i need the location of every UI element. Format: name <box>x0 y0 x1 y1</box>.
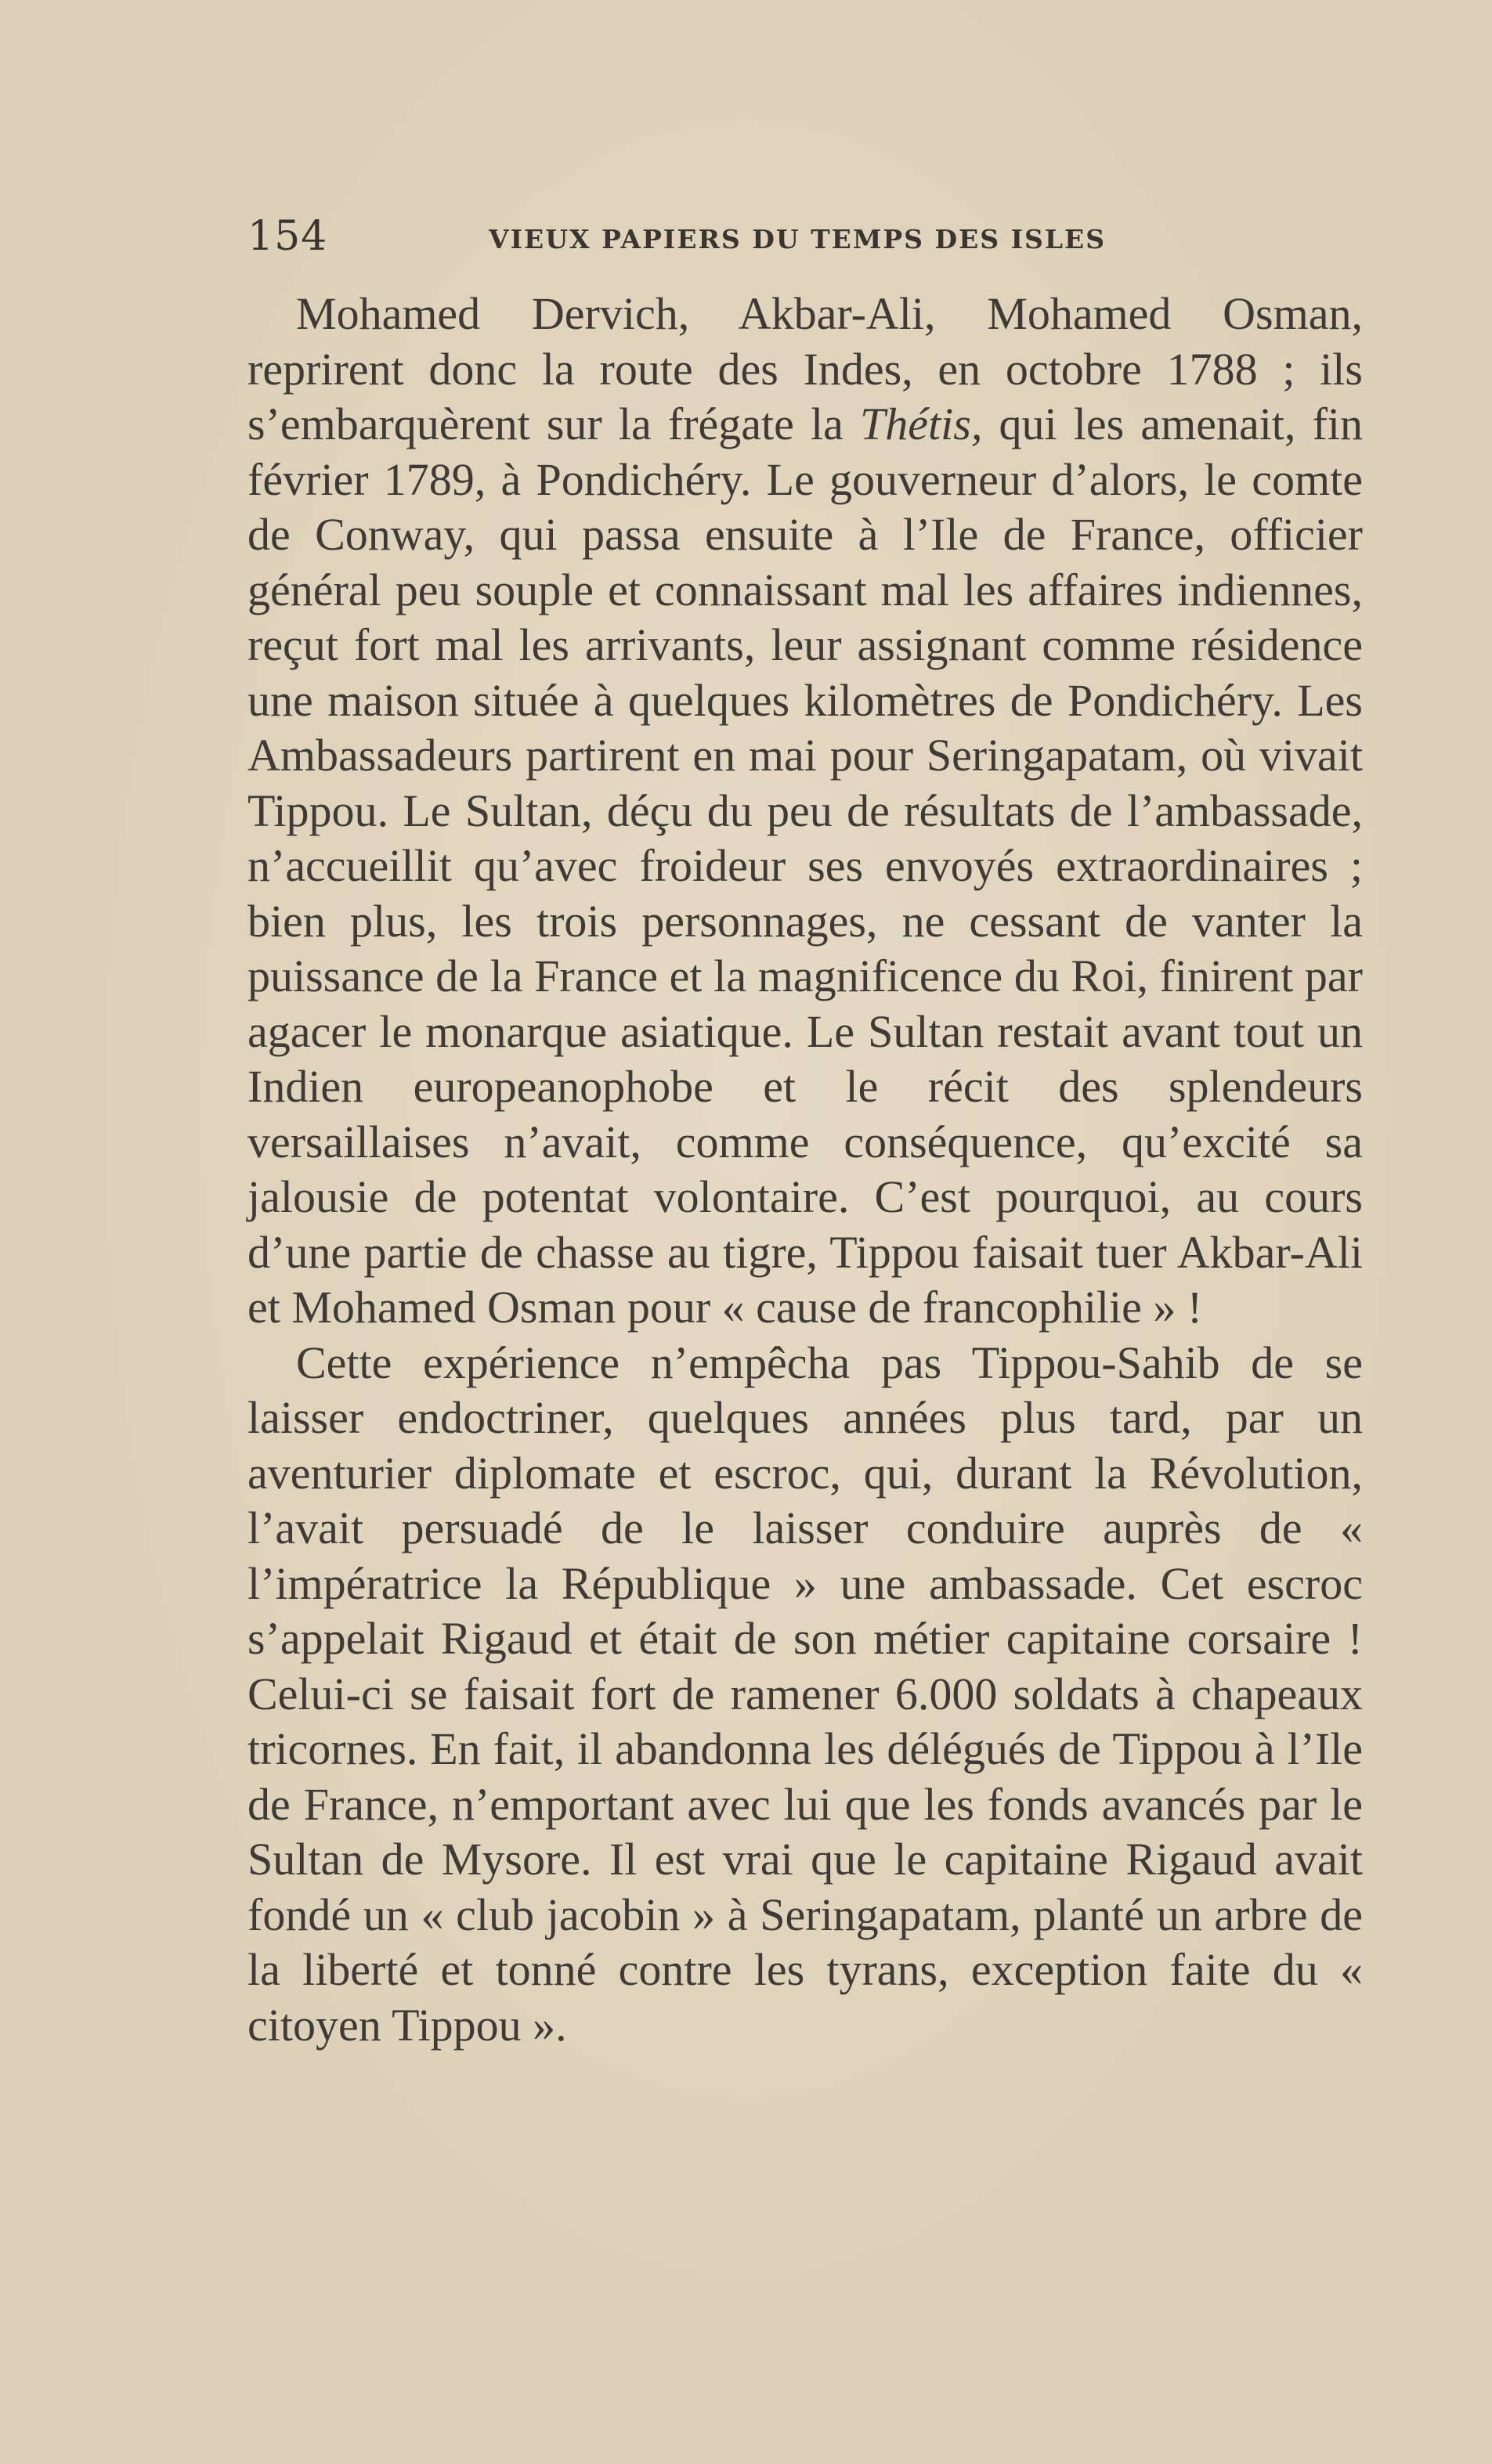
body-text <box>247 287 1363 2053</box>
paragraph-1-text-b: qui les amenait, fin février 1789, à Pondichéry. Le gouverneur d’alors, le comte de Conway, qui passa ensuite à l’Ile de France, officier général peu souple et connaissant mal les affaires indiennes, reçut fort mal les arrivants, leur assignant comme résidence une maison située à quelques kilomètres de Pondichéry. Les Ambassadeurs partirent en mai pour Seringapatam, où vivait Tippou. Le Sultan, déçu du peu de résultats de l’ambassade, n’accueillit qu’avec froideur ses envoyés extraordinaires ; bien plus, les trois personnages, ne cessant de vanter la puissance de la France et la magnificence du Roi, finirent par agacer le monarque asiatique. Le Sultan restait avant tout un Indien europeanophobe et le récit des splendeurs versaillaises n’avait, comme conséquence, qu’excité sa jalousie de potentat volontaire. C’est pourquoi, au cours d’une partie de chasse au tigre, Tippou faisait tuer Akbar-Ali et Mohamed Osman pour « cause de francophilie » ! <box>247 399 1364 1333</box>
ship-name: Thétis, <box>860 399 983 449</box>
paragraph-2 <box>247 1336 1363 2054</box>
page-number: 154 <box>247 213 328 260</box>
running-head <box>247 213 1140 268</box>
paragraph-1 <box>247 287 1363 1336</box>
running-title: VIEUX PAPIERS DU TEMPS DES ISLES <box>489 224 1107 254</box>
paragraph-2-text: Cette expérience n’empêcha pas Tippou-Sahib de se laisser endoctriner, quelques années plus tard, par un aventurier diplomate et escroc, qui, durant la Révolution, l’avait persuadé de le laisser conduire auprès de « l’impératrice la République » une ambassade. Cet escroc s’appelait Rigaud et était de son métier capitaine corsaire ! Celui-ci se faisait fort de ramener 6.000 soldats à chapeaux tricornes. En fait, il abandonna les délégués de Tippou à l’Ile de France, n’emportant avec lui que les fonds avancés par le Sultan de Mysore. Il est vrai que le capitaine Rigaud avait fondé un « club jacobin » à Seringapatam, planté un arbre de la liberté et tonné contre les tyrans, exception faite du « citoyen Tippou ». <box>247 1337 1363 2051</box>
paragraph-1-text-a: Mohamed Dervich, Akbar-Ali, Mohamed Osman, reprirent donc la route des Indes, en octobre 1788 ; ils s’embarquèrent sur la frégate la <box>247 288 1363 449</box>
